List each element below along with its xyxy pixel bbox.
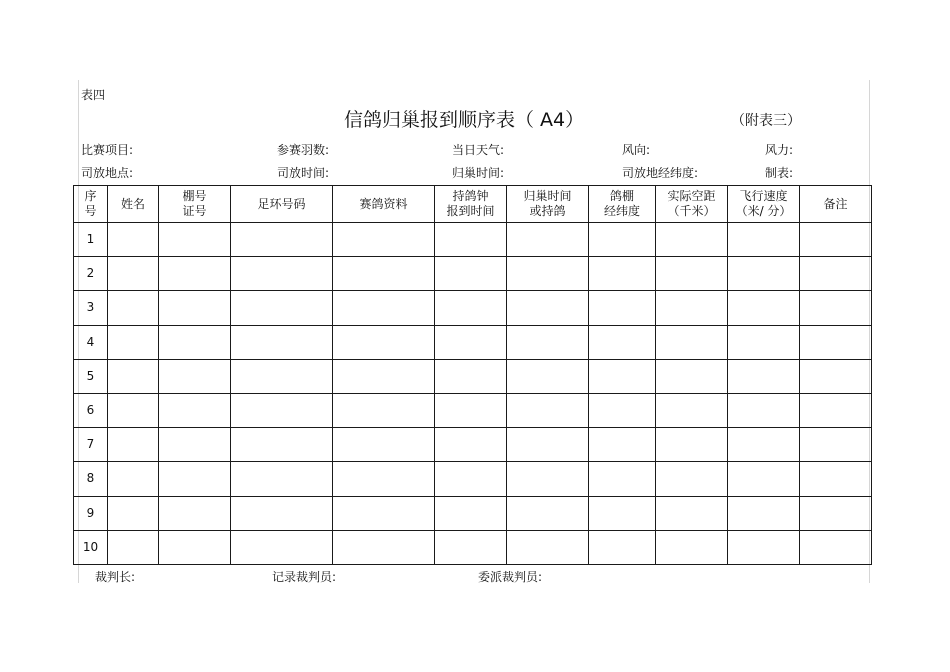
page-title: 信鸽归巢报到顺序表（ A4） bbox=[344, 109, 585, 131]
row-number-cell: 6 bbox=[74, 393, 108, 427]
table-cell[interactable] bbox=[728, 291, 800, 325]
table-cell[interactable] bbox=[728, 257, 800, 291]
table-cell[interactable] bbox=[507, 496, 589, 530]
release-time-label: 司放时间: bbox=[277, 166, 330, 180]
table-cell[interactable] bbox=[231, 291, 333, 325]
table-cell[interactable] bbox=[333, 462, 435, 496]
table-cell[interactable] bbox=[656, 530, 728, 564]
table-cell[interactable] bbox=[800, 393, 872, 427]
table-row bbox=[74, 428, 872, 462]
table-cell[interactable] bbox=[435, 462, 507, 496]
table-cell[interactable] bbox=[231, 428, 333, 462]
column-header-loft-id: 棚号 证号 bbox=[159, 186, 231, 223]
table-cell[interactable] bbox=[589, 462, 656, 496]
table-cell[interactable] bbox=[159, 359, 231, 393]
table-cell[interactable] bbox=[656, 462, 728, 496]
wind-direction-label: 风向: bbox=[622, 143, 651, 157]
table-cell[interactable] bbox=[231, 359, 333, 393]
table-cell[interactable] bbox=[159, 257, 231, 291]
table-cell[interactable] bbox=[108, 496, 159, 530]
table-cell[interactable] bbox=[507, 291, 589, 325]
table-cell[interactable] bbox=[507, 393, 589, 427]
table-cell[interactable] bbox=[159, 496, 231, 530]
table-cell[interactable] bbox=[435, 496, 507, 530]
table-cell[interactable] bbox=[728, 462, 800, 496]
table-cell[interactable] bbox=[108, 428, 159, 462]
table-cell[interactable] bbox=[435, 257, 507, 291]
table-row bbox=[74, 223, 872, 257]
table-cell[interactable] bbox=[728, 496, 800, 530]
table-cell[interactable] bbox=[589, 496, 656, 530]
table-cell[interactable] bbox=[159, 428, 231, 462]
return-time-label: 归巢时间: bbox=[452, 166, 505, 180]
row-number-cell: 1 bbox=[74, 223, 108, 257]
column-header-distance: 实际空距 （千米） bbox=[656, 186, 728, 223]
column-header-ring-number: 足环号码 bbox=[231, 186, 333, 223]
table-cell[interactable] bbox=[589, 359, 656, 393]
table-cell[interactable] bbox=[800, 462, 872, 496]
arrival-order-table bbox=[73, 185, 872, 565]
table-cell[interactable] bbox=[800, 257, 872, 291]
column-header-remarks: 备注 bbox=[800, 186, 872, 223]
table-cell[interactable] bbox=[656, 325, 728, 359]
table-cell[interactable] bbox=[800, 530, 872, 564]
table-cell[interactable] bbox=[507, 428, 589, 462]
table-cell[interactable] bbox=[589, 257, 656, 291]
table-cell[interactable] bbox=[333, 428, 435, 462]
row-number-cell: 2 bbox=[74, 257, 108, 291]
table-cell[interactable] bbox=[108, 462, 159, 496]
table-cell[interactable] bbox=[507, 462, 589, 496]
table-cell[interactable] bbox=[435, 325, 507, 359]
table-cell[interactable] bbox=[159, 462, 231, 496]
table-cell[interactable] bbox=[108, 223, 159, 257]
wind-force-label: 风力: bbox=[765, 143, 794, 157]
table-cell[interactable] bbox=[656, 393, 728, 427]
event-label: 比赛项目: bbox=[81, 143, 134, 157]
table-label: 表四 bbox=[81, 88, 106, 102]
prepared-by-label: 制表: bbox=[765, 166, 794, 180]
table-cell[interactable] bbox=[656, 291, 728, 325]
table-cell[interactable] bbox=[589, 530, 656, 564]
entries-label: 参赛羽数: bbox=[277, 143, 330, 157]
table-cell[interactable] bbox=[728, 325, 800, 359]
table-cell[interactable] bbox=[333, 530, 435, 564]
chief-judge-label: 裁判长: bbox=[95, 570, 136, 584]
table-cell[interactable] bbox=[656, 496, 728, 530]
column-header-speed: 飞行速度 （米/ 分） bbox=[728, 186, 800, 223]
table-cell[interactable] bbox=[333, 325, 435, 359]
row-number-cell: 5 bbox=[74, 359, 108, 393]
table-cell[interactable] bbox=[728, 393, 800, 427]
table-row bbox=[74, 462, 872, 496]
column-header-pigeon-info: 赛鸽资料 bbox=[333, 186, 435, 223]
table-cell[interactable] bbox=[231, 257, 333, 291]
table-cell[interactable] bbox=[507, 530, 589, 564]
row-number-cell: 4 bbox=[74, 325, 108, 359]
table-cell[interactable] bbox=[108, 359, 159, 393]
table-row bbox=[74, 496, 872, 530]
table-cell[interactable] bbox=[656, 359, 728, 393]
table-cell[interactable] bbox=[231, 496, 333, 530]
table-cell[interactable] bbox=[507, 223, 589, 257]
row-number-cell: 8 bbox=[74, 462, 108, 496]
table-cell[interactable] bbox=[159, 393, 231, 427]
table-row bbox=[74, 359, 872, 393]
table-cell[interactable] bbox=[159, 291, 231, 325]
table-row bbox=[74, 257, 872, 291]
table-cell[interactable] bbox=[333, 393, 435, 427]
table-cell[interactable] bbox=[231, 223, 333, 257]
table-cell[interactable] bbox=[231, 325, 333, 359]
table-cell[interactable] bbox=[435, 428, 507, 462]
release-place-label: 司放地点: bbox=[81, 166, 134, 180]
table-cell[interactable] bbox=[800, 325, 872, 359]
table-cell[interactable] bbox=[800, 496, 872, 530]
table-header-row bbox=[74, 186, 872, 223]
column-header-return-time: 归巢时间 或持鸽 bbox=[507, 186, 589, 223]
table-cell[interactable] bbox=[435, 291, 507, 325]
table-cell[interactable] bbox=[231, 462, 333, 496]
table-cell[interactable] bbox=[231, 530, 333, 564]
table-row bbox=[74, 530, 872, 564]
table-cell[interactable] bbox=[589, 223, 656, 257]
table-cell[interactable] bbox=[656, 257, 728, 291]
row-number-cell: 3 bbox=[74, 291, 108, 325]
column-header-seq: 序 号 bbox=[74, 186, 108, 223]
table-cell[interactable] bbox=[333, 496, 435, 530]
table-cell[interactable] bbox=[159, 325, 231, 359]
recording-judge-label: 记录裁判员: bbox=[272, 570, 337, 584]
column-header-loft-coords: 鸽棚 经纬度 bbox=[589, 186, 656, 223]
table-cell[interactable] bbox=[728, 530, 800, 564]
table-cell[interactable] bbox=[159, 223, 231, 257]
table-cell[interactable] bbox=[333, 257, 435, 291]
table-cell[interactable] bbox=[108, 257, 159, 291]
table-cell[interactable] bbox=[159, 530, 231, 564]
row-number-cell: 9 bbox=[74, 496, 108, 530]
table-cell[interactable] bbox=[231, 393, 333, 427]
table-cell[interactable] bbox=[800, 291, 872, 325]
column-header-name: 姓名 bbox=[108, 186, 159, 223]
table-cell[interactable] bbox=[108, 325, 159, 359]
table-cell[interactable] bbox=[728, 359, 800, 393]
table-cell[interactable] bbox=[333, 223, 435, 257]
weather-label: 当日天气: bbox=[452, 143, 505, 157]
table-cell[interactable] bbox=[728, 223, 800, 257]
appendix-label: （附表三） bbox=[731, 113, 801, 129]
table-cell[interactable] bbox=[108, 530, 159, 564]
row-number-cell: 7 bbox=[74, 428, 108, 462]
table-cell[interactable] bbox=[589, 428, 656, 462]
assigned-judge-label: 委派裁判员: bbox=[478, 570, 543, 584]
row-number-cell: 10 bbox=[74, 530, 108, 564]
table-row bbox=[74, 325, 872, 359]
table-cell[interactable] bbox=[435, 530, 507, 564]
table-row bbox=[74, 291, 872, 325]
table-cell[interactable] bbox=[800, 359, 872, 393]
table-cell[interactable] bbox=[800, 223, 872, 257]
table-cell[interactable] bbox=[108, 291, 159, 325]
table-cell[interactable] bbox=[656, 223, 728, 257]
table-cell[interactable] bbox=[507, 359, 589, 393]
table-cell[interactable] bbox=[435, 223, 507, 257]
release-coords-label: 司放地经纬度: bbox=[622, 166, 699, 180]
table-cell[interactable] bbox=[435, 359, 507, 393]
table-cell[interactable] bbox=[333, 291, 435, 325]
table-cell[interactable] bbox=[333, 359, 435, 393]
table-cell[interactable] bbox=[800, 428, 872, 462]
table-row bbox=[74, 393, 872, 427]
table-cell[interactable] bbox=[507, 325, 589, 359]
table-cell[interactable] bbox=[728, 428, 800, 462]
table-cell[interactable] bbox=[656, 428, 728, 462]
table-cell[interactable] bbox=[108, 393, 159, 427]
table-cell[interactable] bbox=[507, 257, 589, 291]
table-cell[interactable] bbox=[589, 325, 656, 359]
table-cell[interactable] bbox=[435, 393, 507, 427]
table-cell[interactable] bbox=[589, 291, 656, 325]
column-header-clock-time: 持鸽钟 报到时间 bbox=[435, 186, 507, 223]
table-cell[interactable] bbox=[589, 393, 656, 427]
